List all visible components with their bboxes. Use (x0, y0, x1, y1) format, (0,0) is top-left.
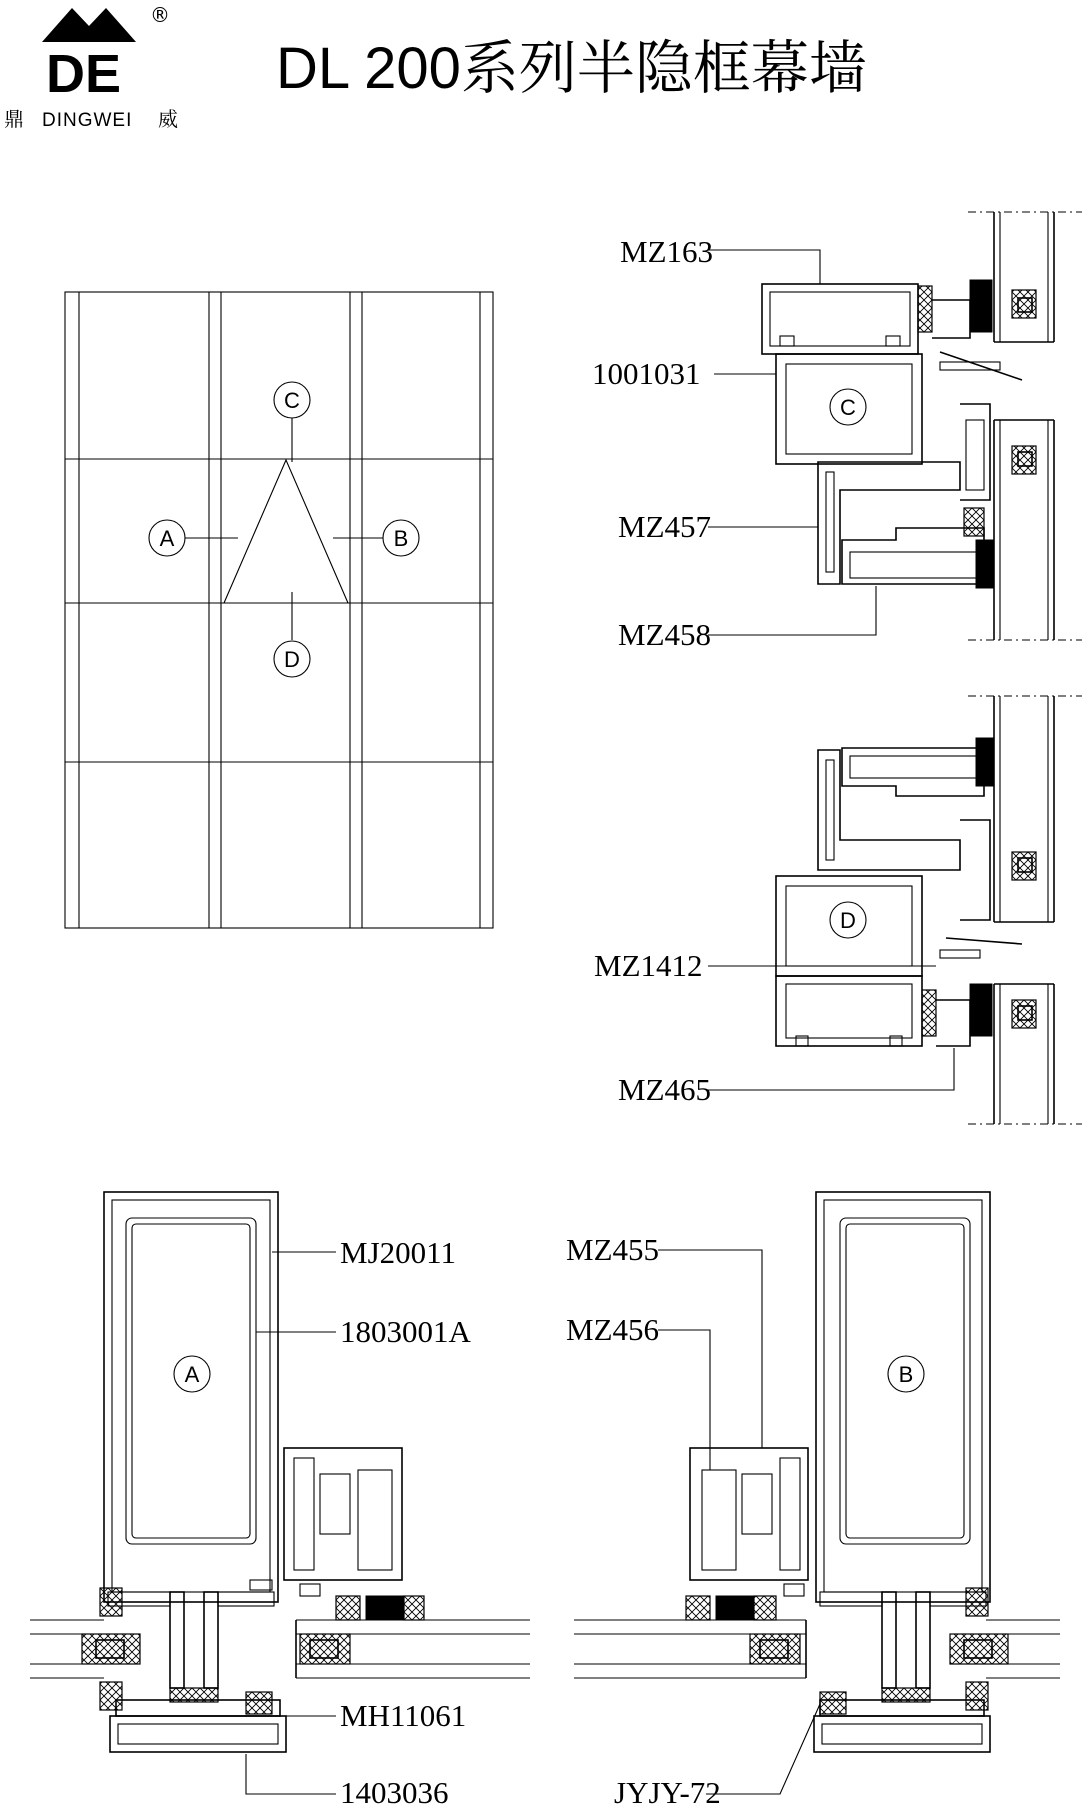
registered-mark: ® (150, 3, 170, 27)
detail-b-marker: B (898, 1362, 914, 1387)
detail-c-section (762, 212, 1082, 640)
label-mz456: MZ456 (566, 1312, 659, 1347)
label-mj20011: MJ20011 (340, 1235, 456, 1270)
label-mz455: MZ455 (566, 1232, 659, 1267)
label-mz465: MZ465 (618, 1072, 711, 1107)
detail-a-section (30, 1192, 530, 1752)
elevation-view (65, 292, 493, 928)
detail-d-labels (594, 948, 954, 1107)
detail-d-marker: D (840, 908, 856, 933)
label-1803001a: 1803001A (340, 1314, 471, 1349)
detail-c-labels (592, 234, 876, 652)
detail-c-marker: C (840, 395, 856, 420)
label-mz163: MZ163 (620, 234, 713, 269)
detail-b-labels (566, 1232, 820, 1810)
label-1001031: 1001031 (592, 356, 701, 391)
detail-b-section (574, 1192, 1060, 1752)
marker-b (383, 520, 419, 556)
logo-roof-icon (42, 8, 136, 42)
label-mz458: MZ458 (618, 617, 711, 652)
brand-prefix: 鼎 (4, 107, 24, 131)
label-mz1412: MZ1412 (594, 948, 703, 983)
svg-text:B: B (393, 526, 409, 551)
marker-c (274, 382, 310, 418)
label-jyjy-72: JYJY-72 (614, 1775, 721, 1810)
detail-a-marker: A (184, 1362, 200, 1387)
brand-suffix: 威 (158, 107, 178, 131)
detail-d-section (776, 696, 1082, 1124)
label-1403036: 1403036 (340, 1775, 449, 1810)
detail-a-labels (246, 1235, 472, 1810)
brand-logo (4, 3, 178, 131)
marker-a (149, 520, 185, 556)
marker-d (274, 641, 310, 677)
label-mz457: MZ457 (618, 509, 711, 544)
svg-text:C: C (284, 388, 300, 413)
logo-letters: DE (46, 44, 122, 104)
svg-text:A: A (159, 526, 175, 551)
page-title: DL 200系列半隐框幕墙 (276, 36, 867, 101)
brand-name: DINGWEI (42, 110, 133, 131)
label-mh11061: MH11061 (340, 1698, 467, 1733)
svg-text:D: D (284, 647, 300, 672)
